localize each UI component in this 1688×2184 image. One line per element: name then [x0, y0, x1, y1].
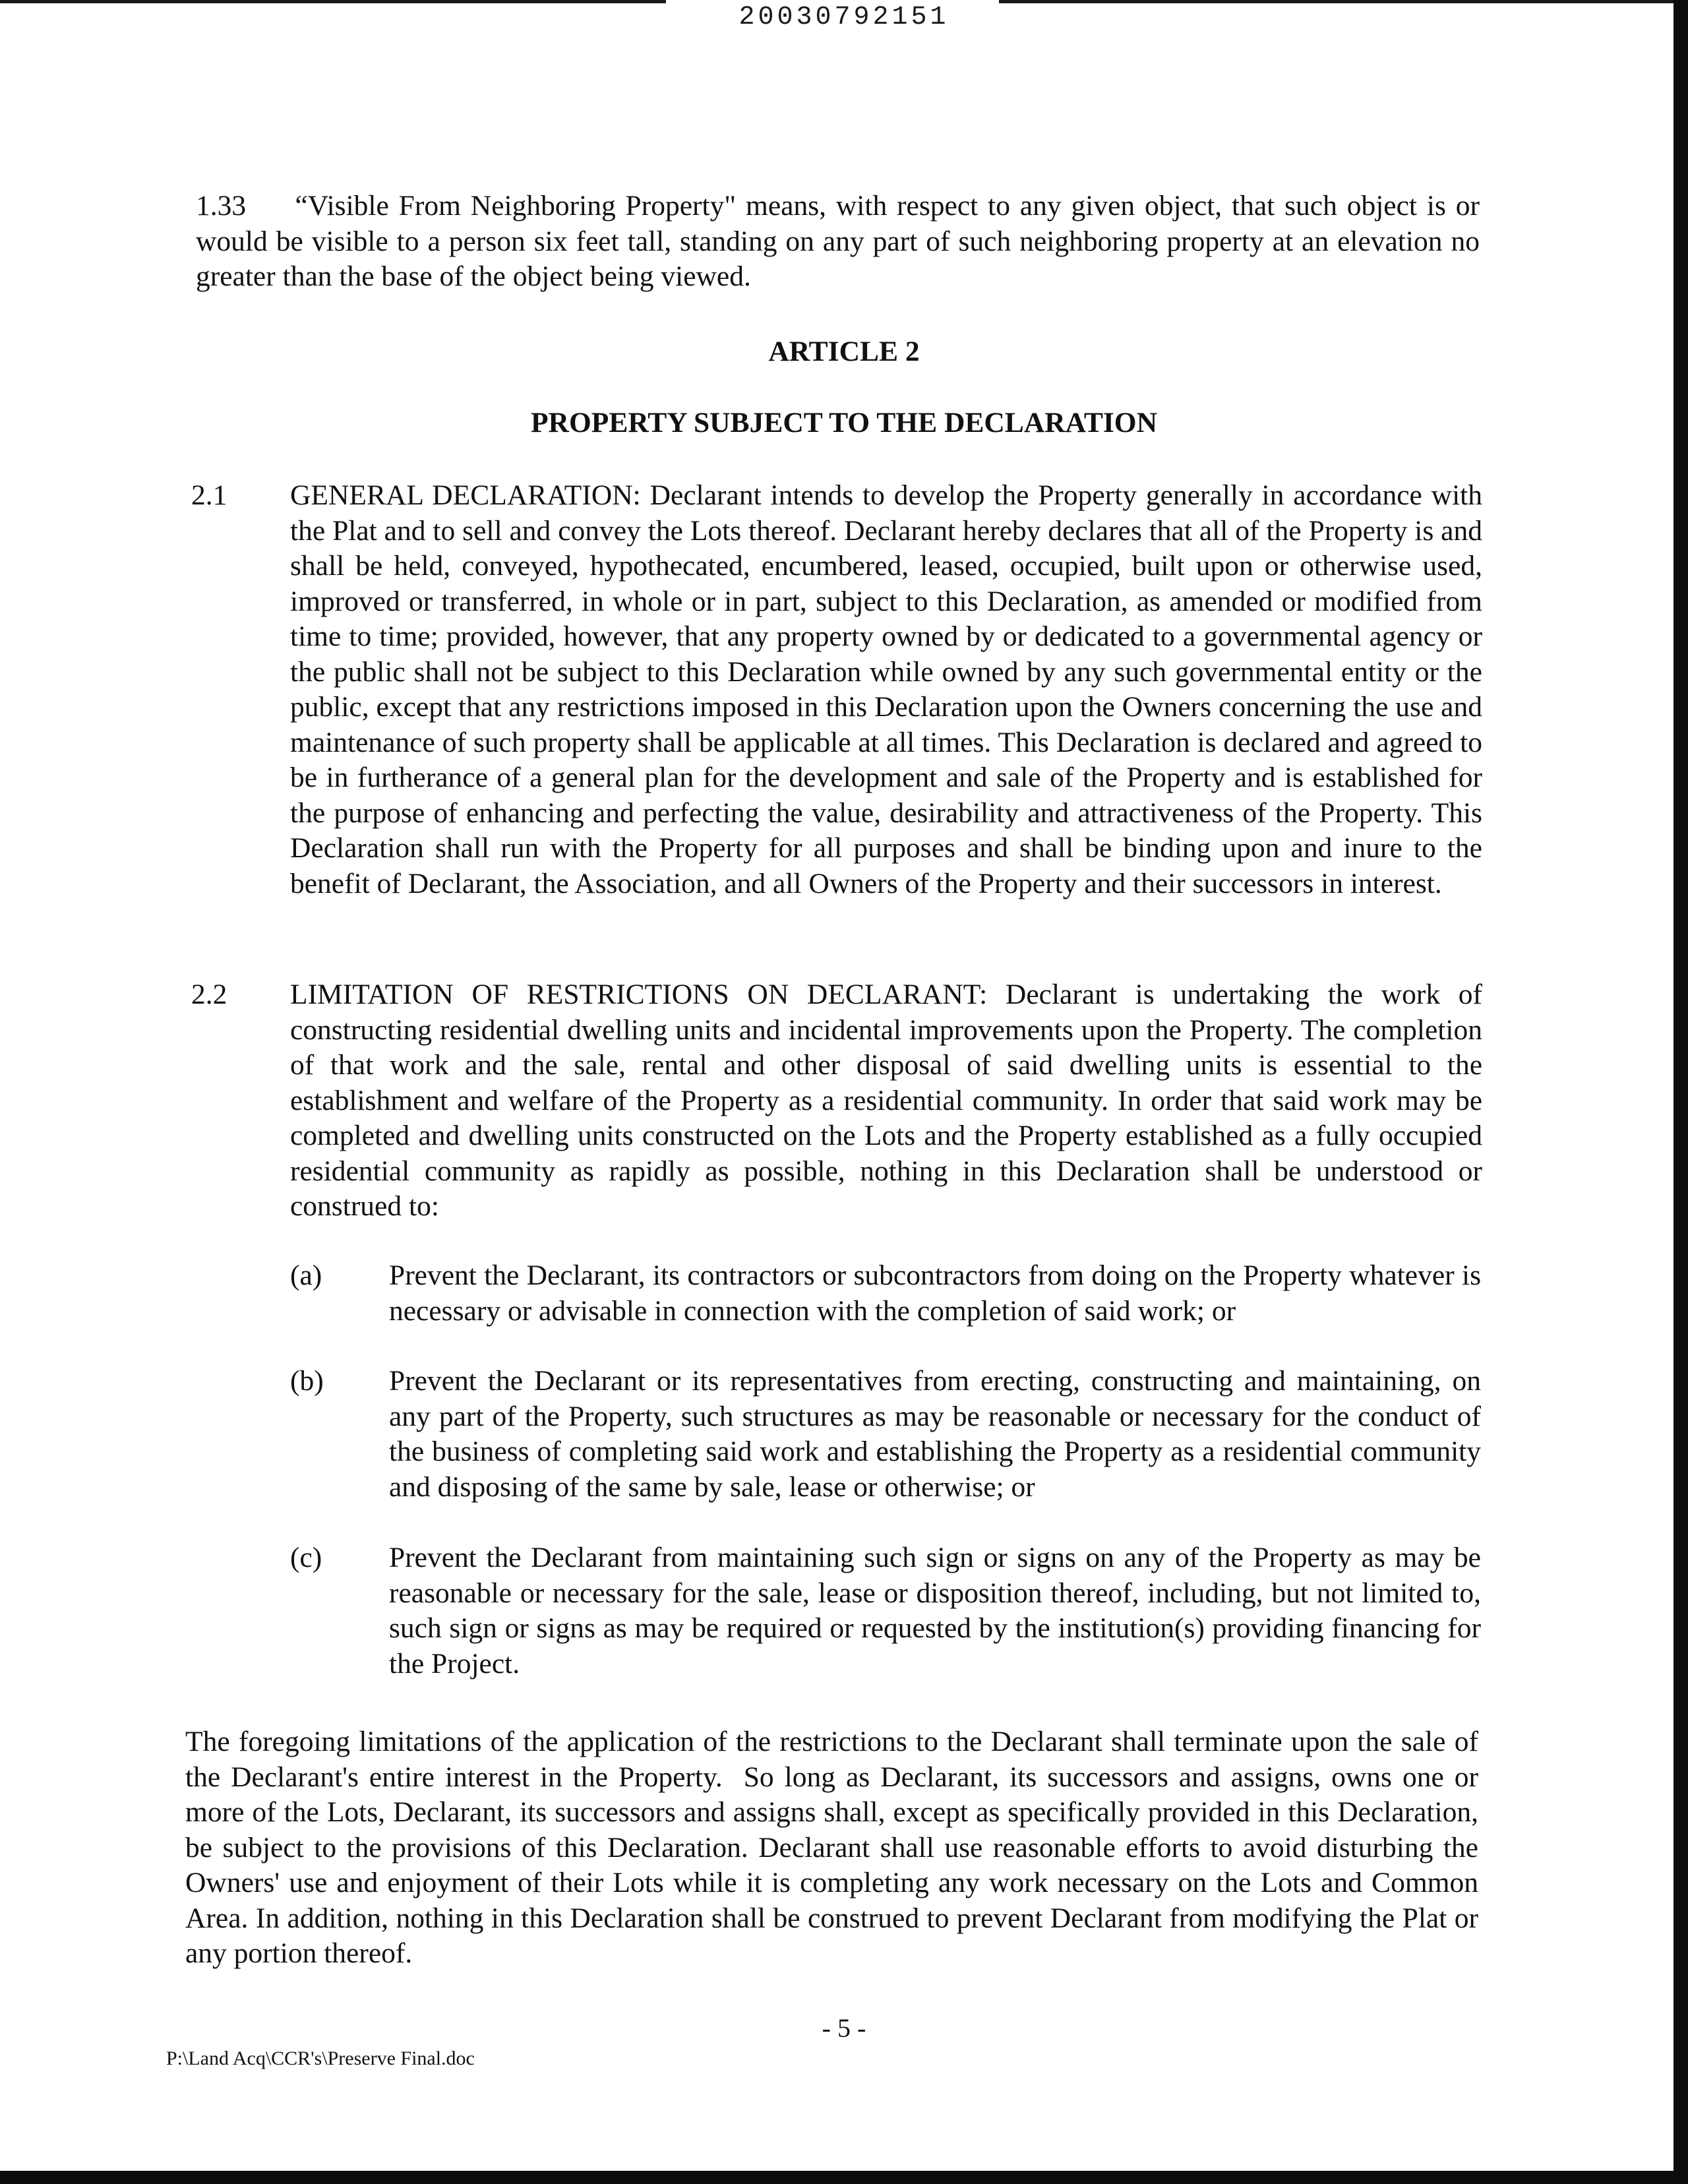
- item-b-label: (b): [290, 1365, 324, 1397]
- section-2-2-text: LIMITATION OF RESTRICTIONS ON DECLARANT: Declarant is undertaking the work of constructing residential dwelling units and incidental improvements upon the Property. The completion of that work and the sale, rental and other disposal of said dwelling units is essential to the establishment and welfare of the Property as a residential community. In order that said work may be completed and dwelling units constructed on the Lots and the Property established as a fully occupied residential community as rapidly as possible, nothing in this Declaration shall be understood or construed to:: [290, 979, 1482, 1222]
- item-b-text: Prevent the Declarant or its representatives from erecting, constructing and maintaining, on any part of the Property, such structures as may be reasonable or necessary for the conduct of the business of completing said work and establishing the Property as a residential community and disposing of the same by sale, lease or otherwise; or: [389, 1365, 1481, 1503]
- page-number: - 5 -: [822, 2013, 866, 2043]
- scan-bottom-border: [0, 2171, 1688, 2184]
- document-id: 20030792151: [738, 3, 950, 32]
- footer-file-path: P:\Land Acq\CCR's\Preserve Final.doc: [166, 2048, 475, 2069]
- item-c-label: (c): [290, 1542, 322, 1573]
- article-subtitle: PROPERTY SUBJECT TO THE DECLARATION: [530, 407, 1158, 439]
- section-2-1-text: GENERAL DECLARATION: Declarant intends to develop the Property generally in accordance with the Plat and to sell and convey the Lots thereof. Declarant hereby declares that all of the Property is and shall be held, conveyed, hypothecated, encumbered, leased, occupied, built upon or otherwise used, improved or transferred, in whole or in part, subject to this Declaration, as amended or modified from time to time; provided, however, that any property owned by or dedicated to a governmental agency or the public shall not be subject to this Declaration while owned by any such governmental entity or the public, except that any restrictions imposed in this Declaration upon the Owners concerning the use and maintenance of such property shall be applicable at all times. This Declaration is declared and agreed to be in furtherance of a general plan for the development and sale of the Property and is established for the purpose of enhancing and perfecting the value, desirability and attractiveness of the Property. This Declaration shall run with the Property for all purposes and shall be binding upon and inure to the benefit of Declarant, the Association, and all Owners of the Property and their successors in interest.: [290, 479, 1482, 899]
- item-a-label: (a): [290, 1259, 322, 1291]
- item-a-text: Prevent the Declarant, its contractors or subcontractors from doing on the Property whatever is necessary or advisable in connection with the completion of said work; or: [389, 1259, 1481, 1327]
- section-2-1-number: 2.1: [191, 479, 227, 511]
- section-1-33: 1.33 “Visible From Neighboring Property" means, with respect to any given object, that such object is or would be visible to a person six feet tall, standing on any part of such neighboring property at an elevation no greater than the base of the object being viewed.: [196, 190, 1487, 292]
- article-title: ARTICLE 2: [768, 336, 920, 367]
- scan-right-border: [1673, 0, 1688, 2184]
- section-2-2-number: 2.2: [191, 979, 227, 1010]
- item-c-text: Prevent the Declarant from maintaining such sign or signs on any of the Property as may be reasonable or necessary for the sale, lease or disposition thereof, including, but not limited to, such sign or signs as may be required or requested by the institution(s) providing financing for the Project.: [389, 1542, 1481, 1680]
- closing-paragraph: The foregoing limitations of the application of the restrictions to the Declarant shall terminate upon the sale of the Declarant's entire interest in the Property. So long as Declarant, its successors and assigns, owns one or more of the Lots, Declarant, its successors and assigns shall, except as specifically provided in this Declaration, be subject to the provisions of this Declaration. Declarant shall use reasonable efforts to avoid disturbing the Owners' use and enjoyment of their Lots while it is completing any work necessary on the Lots and Common Area. In addition, nothing in this Declaration shall be construed to prevent Declarant from modifying the Plat or any portion thereof.: [185, 1726, 1486, 1969]
